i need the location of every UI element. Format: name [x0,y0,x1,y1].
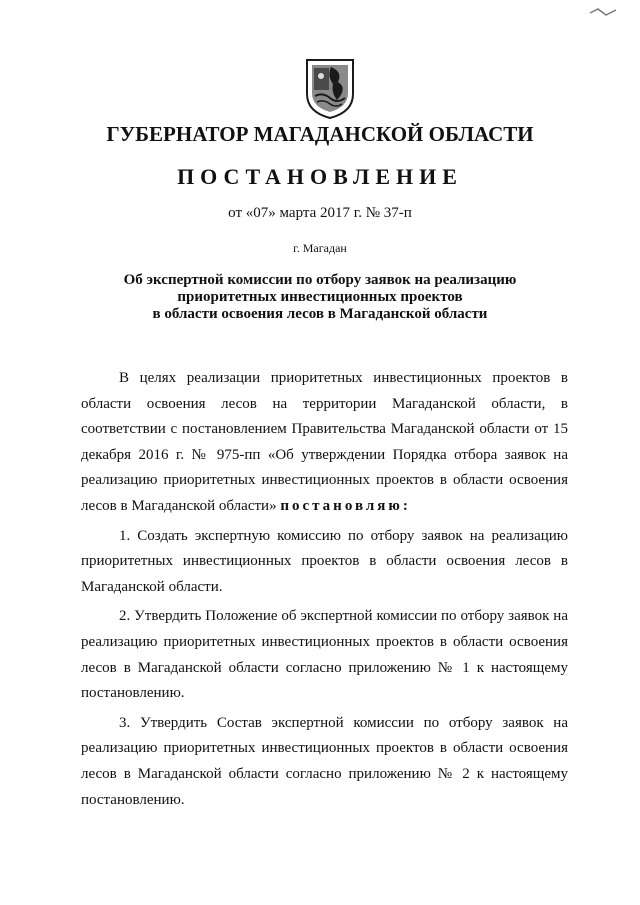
issuing-authority: ГУБЕРНАТОР МАГАДАНСКОЙ ОБЛАСТИ [106,122,534,146]
corner-mark [588,6,618,20]
document-type: ПОСТАНОВЛЕНИЕ [177,164,463,189]
date-and-number: от «07» марта 2017 г. № 37-п [228,205,412,221]
city: г. Магадан [293,241,347,255]
preamble-keyword: постановляю: [280,497,411,514]
decree-item-3: 3. Утвердить Состав экспертной комиссии по отбору заявок на реализацию приоритетных инвестиционных проектов в области освоения лесов в Магаданской области согласно приложению № 2 к настоящему постановлению. [81,714,568,808]
subject-line: приоритетных инвестиционных проектов [177,289,463,305]
document-subject [0,272,640,323]
preamble-paragraph [81,366,568,520]
decree-item-1: 1. Создать экспертную комиссию по отбору заявок на реализацию приоритетных инвестиционных проектов в области освоения лесов в Магаданской области. [81,527,568,595]
document-body [81,366,568,813]
decree-item-2: 2. Утвердить Положение об экспертной комиссии по отбору заявок на реализацию приоритетных инвестиционных проектов в области освоения лесов в Магаданской области согласно приложению № 1 к настоящему постановлению. [81,608,568,702]
coat-of-arms-icon [303,56,357,120]
subject-line: в области освоения лесов в Магаданской области [152,306,488,322]
subject-line: Об экспертной комиссии по отбору заявок на реализацию [123,272,517,288]
preamble-text: В целях реализации приоритетных инвестиционных проектов в области освоения лесов на территории Магаданской области, в соответствии с постановлением Правительства Магаданской области от 15 декабря 2016 г. № 975-пп «Об утверждении Порядка отбора заявок на реализацию приоритетных инвестиционных проектов в области освоения лесов в Магаданской области» [81,370,568,514]
